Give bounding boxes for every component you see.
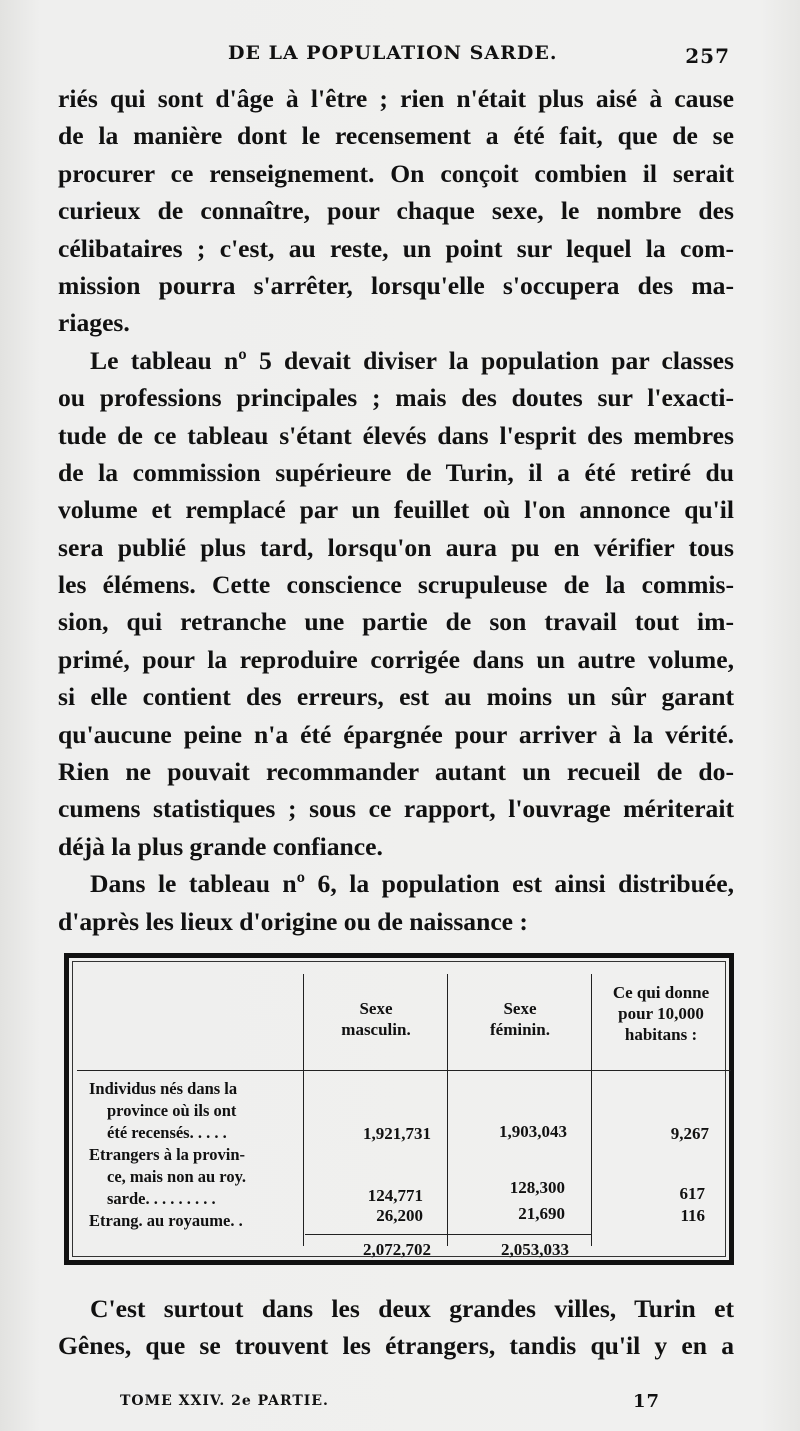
text-line: Rien ne pouvait recommander autant un recueil de do- [58, 757, 734, 787]
text-line: les élémens. Cette conscience scrupuleuse de la commis- [58, 570, 734, 600]
row-label-line: province où ils ont [107, 1101, 237, 1120]
text-line: de la manière dont le recensement a été fait, que de se [58, 121, 734, 151]
page-number: 257 [685, 44, 730, 68]
signature-mark: 17 [632, 1391, 660, 1412]
header-text: pour 10,000 [618, 1004, 704, 1023]
main-paragraphs [58, 80, 734, 940]
population-origin-table [64, 953, 734, 1265]
text-line: volume et remplacé par un feuillet où l'on annonce qu'il [58, 495, 734, 525]
table-cell: 26,200 [376, 1206, 423, 1225]
volume-note: TOME XXIV. 2e PARTIE. [120, 1393, 329, 1409]
text-line: si elle contient des erreurs, est au moins un sûr garant [58, 682, 734, 712]
table-cell: 9,267 [670, 1124, 709, 1143]
text-line: riés qui sont d'âge à l'être ; rien n'était plus aisé à cause [58, 84, 734, 113]
text-line: riages. [58, 308, 130, 338]
text-line: mission pourra s'arrêter, lorsqu'elle s'occupera des ma- [58, 270, 734, 300]
column-rule [447, 974, 448, 1246]
text-line: déjà la plus grande confiance. [58, 831, 383, 861]
column-rule [303, 974, 304, 1246]
text-line: célibataires ; c'est, au reste, un point sur lequel la com- [58, 233, 734, 263]
text-line: tude de ce tableau s'étant élevés dans l'esprit des membres [58, 420, 734, 450]
table-cell: 1,903,043 [499, 1122, 567, 1141]
row-label-line: sarde. . . . . . . . . [107, 1189, 216, 1208]
page-footer [120, 1391, 660, 1412]
text-line: curieux de connaître, pour chaque sexe, le nombre des [58, 196, 734, 226]
text-line: primé, pour la reproduire corrigée dans un autre volume, [58, 644, 734, 674]
total-cell: 2,053,033 [501, 1240, 569, 1259]
table-cell: 128,300 [509, 1178, 565, 1197]
column-header-masculin [305, 998, 447, 1040]
table-cell: 1,921,731 [363, 1124, 431, 1143]
row-label [89, 1078, 299, 1144]
header-text: Sexe [503, 999, 537, 1018]
row-label-line: ce, mais non au roy. [107, 1167, 247, 1186]
closing-paragraph [58, 1290, 734, 1365]
text-line: cumens statistiques ; sous ce rapport, l'ouvrage mériterait [58, 794, 734, 824]
row-label-line: été recensés. . . . . [107, 1123, 227, 1142]
header-text: féminin. [490, 1020, 550, 1039]
running-title: DE LA POPULATION SARDE. [228, 42, 558, 64]
header-text: Sexe [359, 999, 393, 1018]
running-header [190, 38, 730, 68]
column-rule [591, 974, 592, 1246]
table-cell: 21,690 [518, 1204, 565, 1223]
header-text: Ce qui donne [612, 983, 710, 1002]
column-header-feminin [449, 998, 591, 1040]
column-header-ratio [593, 982, 729, 1045]
text-line: procurer ce renseignement. On conçoit combien il serait [58, 158, 734, 188]
text-line: qu'aucune peine n'a été épargnée pour arriver à la vérité. [58, 719, 734, 749]
text-line: Dans le tableau nº 6, la population est ainsi distribuée, [90, 869, 734, 899]
row-label [89, 1210, 299, 1232]
table-cell: 116 [680, 1206, 705, 1225]
total-rule [305, 1234, 591, 1235]
text-line: Gênes, que se trouvent les étrangers, tandis qu'il y en a [58, 1331, 734, 1361]
text-line: de la commission supérieure de Turin, il a été retiré du [58, 457, 734, 487]
header-rule [77, 1070, 731, 1071]
total-cell: 2,072,702 [363, 1240, 431, 1259]
text-line: Le tableau nº 5 devait diviser la population par classes [90, 345, 734, 375]
row-label-line: Individus nés dans la [89, 1079, 238, 1098]
header-text: masculin. [341, 1020, 411, 1039]
header-text: habitans : [624, 1025, 698, 1044]
table-cell: 124,771 [367, 1186, 423, 1205]
text-line: C'est surtout dans les deux grandes villes, Turin et [90, 1294, 734, 1323]
row-label-line: Etrang. au royaume. . [89, 1211, 243, 1230]
row-label [89, 1144, 299, 1210]
text-line: sera publié plus tard, lorsqu'on aura pu en vérifier tous [58, 532, 734, 562]
table-cell: 617 [679, 1184, 705, 1203]
row-label-line: Etrangers à la provin- [89, 1145, 245, 1164]
text-line: ou professions principales ; mais des doutes sur l'exacti- [58, 383, 734, 413]
text-line: sion, qui retranche une partie de son travail tout im- [58, 607, 734, 637]
text-line: d'après les lieux d'origine ou de naissance : [58, 906, 528, 936]
